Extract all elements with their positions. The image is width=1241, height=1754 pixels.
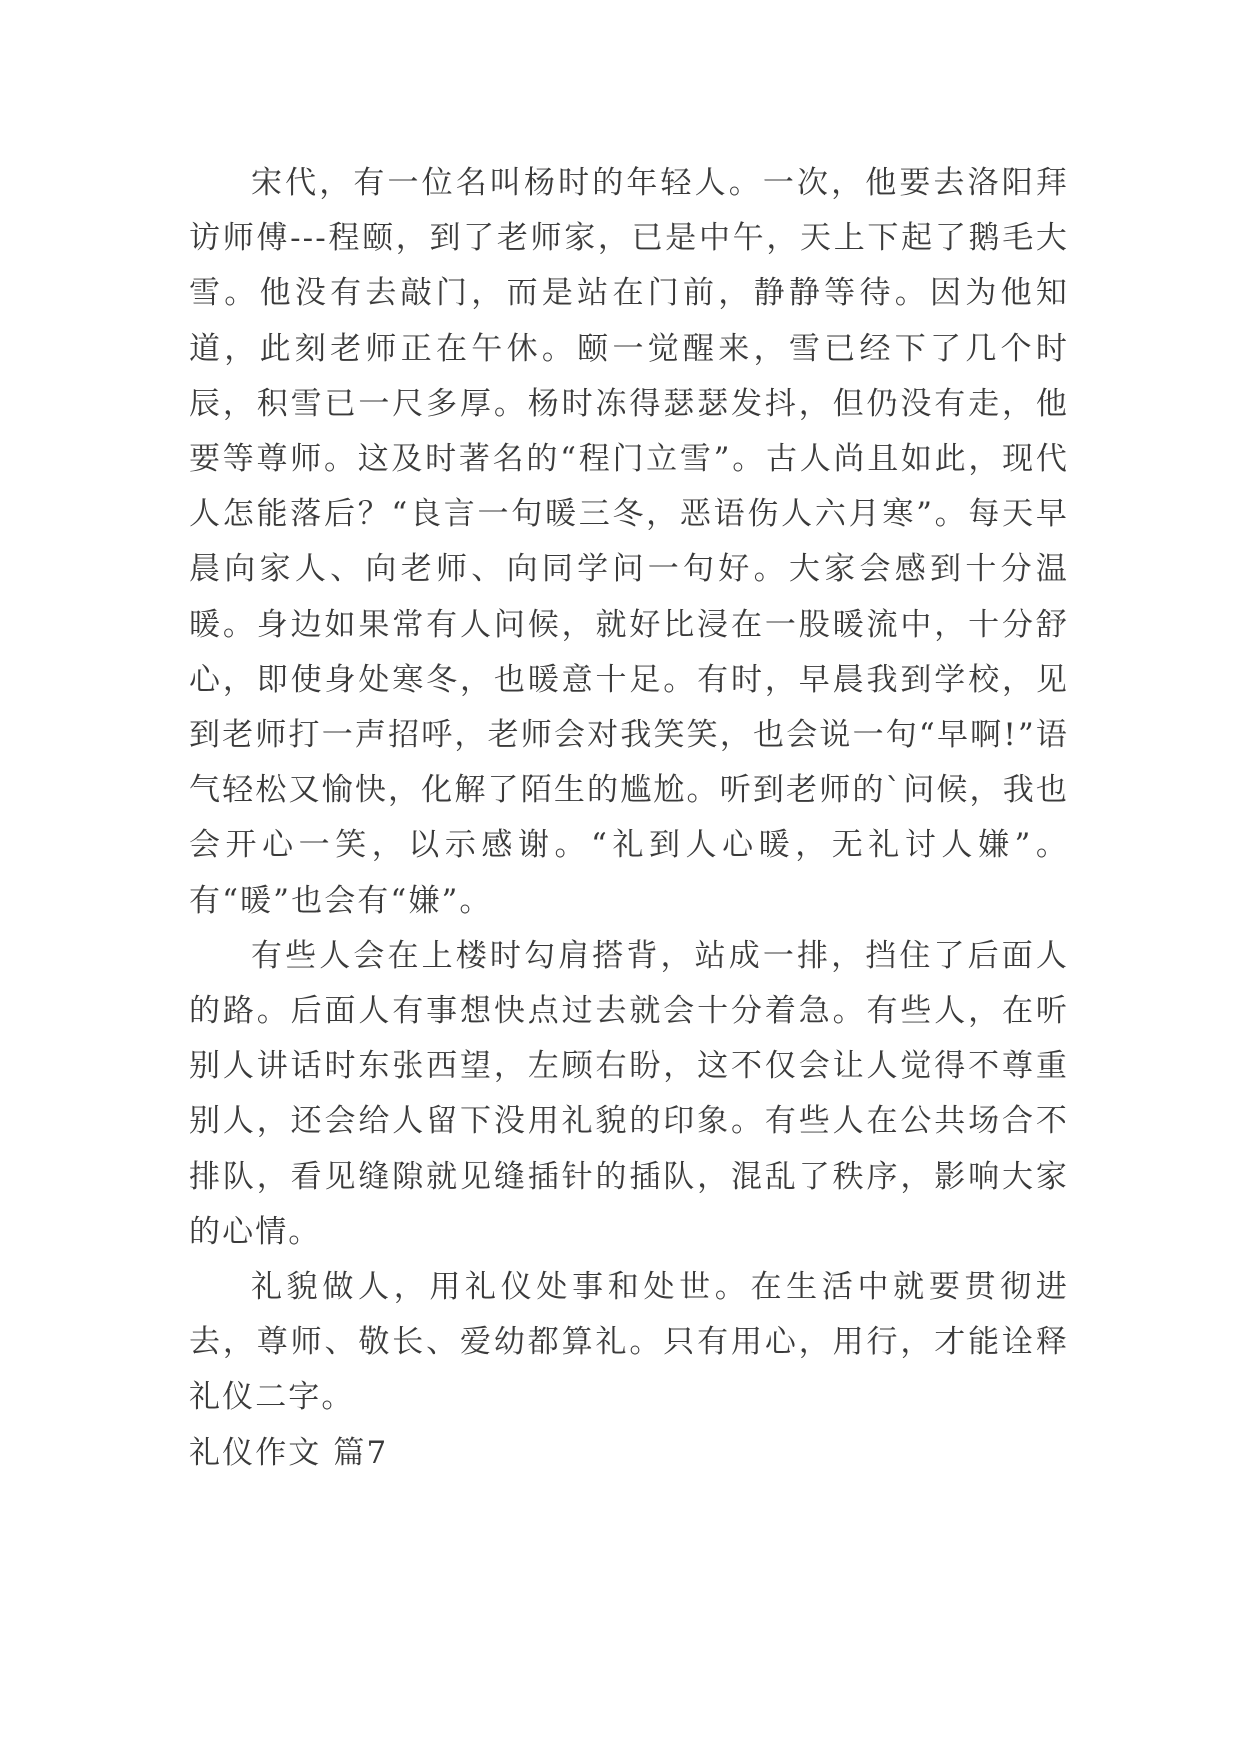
document-body xyxy=(189,156,1069,1481)
paragraph-1: 宋代，有一位名叫杨时的年轻人。一次，他要去洛阳拜访师傅---程颐，到了老师家，已是中午，天上下起了鹅毛大雪。他没有去敲门，而是站在门前，静静等待。因为他知道，此刻老师正在午休。颐一觉醒来，雪已经下了几个时辰，积雪已一尺多厚。杨时冻得瑟瑟发抖，但仍没有走，他要等尊师。这及时著名的“程门立雪”。古人尚且如此，现代人怎能落后？“良言一句暖三冬，恶语伤人六月寒”。每天早晨向家人、向老师、向同学问一句好。大家会感到十分温暖。身边如果常有人问候，就好比浸在一股暖流中，十分舒心，即使身处寒冬，也暖意十足。有时，早晨我到学校，见到老师打一声招呼，老师会对我笑笑，也会说一句“早啊!”语气轻松又愉快，化解了陌生的尴尬。听到老师的`问候，我也会开心一笑，以示感谢。“礼到人心暖，无礼讨人嫌”。有“暖”也会有“嫌”。 xyxy=(189,165,1069,919)
section-heading: 礼仪作文 篇7 xyxy=(189,1434,389,1471)
paragraph-2: 有些人会在上楼时勾肩搭背，站成一排，挡住了后面人的路。后面人有事想快点过去就会十分着急。有些人，在听别人讲话时东张西望，左顾右盼，这不仅会让人觉得不尊重别人，还会给人留下没用礼貌的印象。有些人在公共场合不排队，看见缝隙就见缝插针的插队，混乱了秩序，影响大家的心情。 xyxy=(189,937,1069,1250)
paragraph-3: 礼貌做人，用礼仪处事和处世。在生活中就要贯彻进去，尊师、敬长、爱幼都算礼。只有用心，用行，才能诠释礼仪二字。 xyxy=(189,1269,1069,1416)
